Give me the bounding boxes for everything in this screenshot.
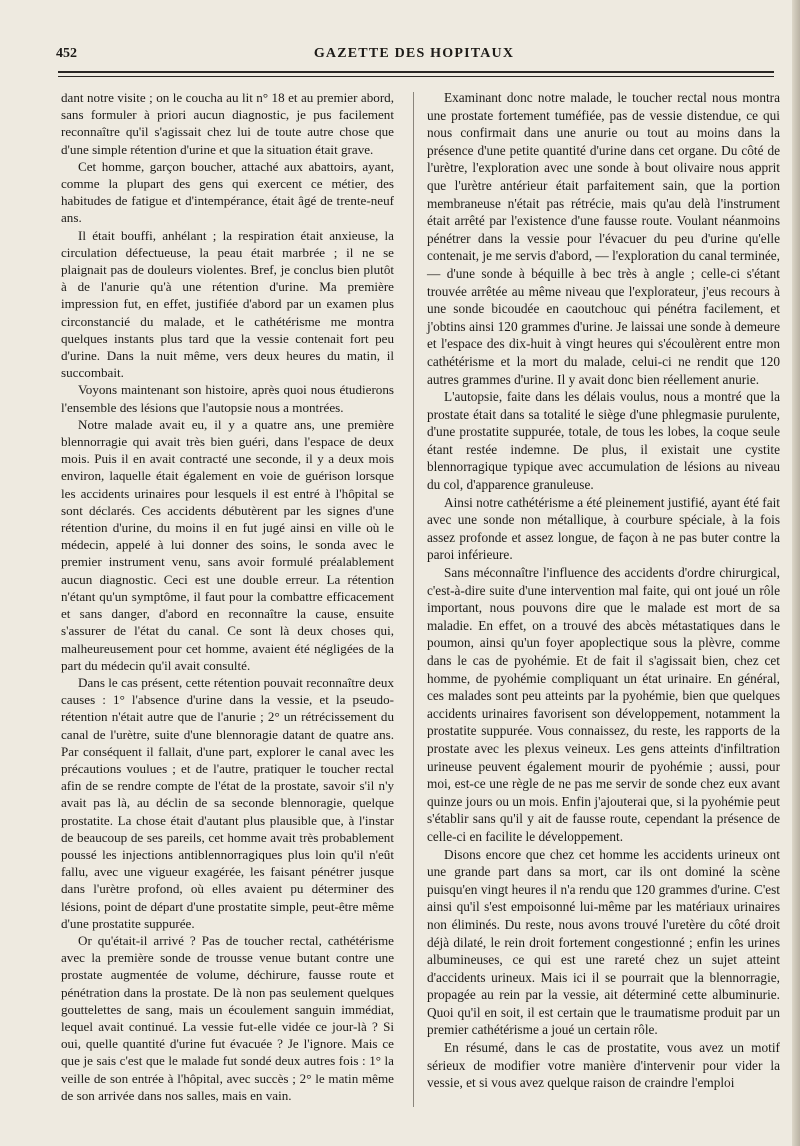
page-header (56, 44, 772, 66)
journal-title: GAZETTE DES HOPITAUX (313, 46, 515, 61)
paragraph: Il était bouffi, anhélant ; la respiration était anxieuse, la circulation défectueuse, la peau était marbrée ; il ne se plaignait pas de douleurs violentes. Bref, je conclus bien plutôt à de l'anurie qu'à une rétention d'urine. Ma première impression fut, en effet, justifiée d'abord par un examen plus circonstancié du malade, et le cathétérisme me montra quelques instants plus tard que la vessie contenait fort peu d'urine. Dans la nuit même, vers deux heures du matin, il succombait. (61, 227, 394, 381)
header-rule-thick (58, 71, 774, 73)
right-column (427, 89, 780, 1092)
paragraph: Dans le cas présent, cette rétention pouvait reconnaître deux causes : 1° l'absence d'urine dans la vessie, et la pseudo-rétention n'était autre que de l'anurie ; 2° un rétrécissement du canal de l'urètre, suite d'une blennoragie datant de quatre ans. Par conséquent il fallait, d'une part, explorer le canal avec les précautions voulues ; et de l'autre, pratiquer le toucher rectal afin de se rendre compte de l'état de la prostate, savoir s'il n'y avait pas là, au déclin de sa seconde blennoragie, quelque prostatite. La chose était d'autant plus plausible que, à l'instar de beaucoup de ses pareils, cet homme avait très probablement poussé les injections antiblennorragiques plus loin qu'il n'eût fallu, avec une vigueur exagérée, les faisant pénétrer jusque dans l'urètre profond, où elles avaient pu déterminer des lésions, point de départ d'une prostatite simple, peut-être même d'une prostatite suppurée. (61, 674, 394, 931)
left-column (61, 89, 394, 1104)
header-rule-thin (58, 76, 774, 77)
paragraph: L'autopsie, faite dans les délais voulus, nous a montré que la prostate était dans sa totalité le siège d'une phlegmasie purulente, d'une prostatite suppurée, totale, de tous les lobes, la coque seule étant restée indemne. De plus, il existait une cystite blennorragique typique avec accumulation de lésions au niveau du col, d'apparence granuleuse. (427, 389, 780, 493)
paragraph: Sans méconnaître l'influence des accidents d'ordre chirurgical, c'est-à-dire suite d'une intervention mal faite, qui ont joué un rôle important, nous pouvons dire que le malade est mort de sa maladie. En effet, on a trouvé des abcès métastatiques dans le poumon, ainsi qu'un foyer apoplectique sous la plèvre, comme dans le cas de pyohémie. Et de fait il s'agissait bien, chez cet homme, de pyohémie compliquant un état urinaire. En général, ces malades sont peu atteints par la pyohémie, bien que quelques accidents urinaires favorisent son développement, notamment la prostatite suppurée. Vous connaissez, du reste, les rapports de la prostate avec les plexus veineux. Les gens atteints d'infiltration urineuse peuvent également mourir de pyohémie ; aussi, pour moi, est-ce une règle de ne pas me servir de sonde chez eux avant quinze jours ou un mois. Enfin j'ajouterai que, si la pyohémie peut s'établir sans qu'il y ait de fausse route, cependant la présence de celle-ci en facilite le développement. (427, 565, 780, 844)
paragraph: Voyons maintenant son histoire, après quoi nous étudierons l'ensemble des lésions que l'autopsie nous a montrées. (61, 382, 394, 415)
paragraph: En résumé, dans le cas de prostatite, vous avez un motif sérieux de modifier votre manière d'intervenir pour vider la vessie, et si vous avez quelque raison de craindre l'emploi (427, 1040, 780, 1091)
paragraph: Ainsi notre cathétérisme a été pleinement justifié, ayant été fait avec une sonde non métallique, à courbure spéciale, à la fois assez profonde et assez longue, de façon à ne pas buter contre la paroi inférieure. (427, 494, 780, 563)
paragraph: Examinant donc notre malade, le toucher rectal nous montra une prostate fortement tuméfiée, pas de vessie distendue, ce qui nous confirmait dans une anurie ou tout au moins dans la présence d'une petite quantité d'urine dans cet organe. Du côté de l'urètre, l'exploration avec une sonde à bout olivaire nous apprit que l'urètre antérieur était parfaitement sain, que la portion membraneuse n'était pas rétrécie, mais qu'au delà l'instrument était arrêté par l'existence d'une fausse route. Voulant néanmoins pénétrer dans la vessie pour l'évacuer du peu d'urine qu'elle contenait, je me servis d'abord, — l'exploration du canal terminée, — d'une sonde à béquille à bec très à angle ; celle-ci s'étant trouvée arrêtée au même niveau que l'explorateur, j'eus recours à une sonde bicoudée en caoutchouc qui pénétra facilement, et j'obtins ainsi 120 grammes d'urine. Je laissai une sonde à demeure et l'espace des dix-huit à vingt heures qui s'écoulèrent entre mon cathétérisme et la mort du malade, celui-ci ne rendit que 120 autres grammes d'urine. Il y avait donc bien réellement anurie. (427, 90, 780, 387)
column-divider (413, 92, 414, 1107)
paragraph: Disons encore que chez cet homme les accidents urineux ont une grande part dans sa mort, car ils ont dominé la scène puisqu'en vingt heures il n'a rendu que 120 grammes d'urine. C'est ainsi qu'il s'est empoisonné lui-même par les matériaux urinaires non éliminés. Du reste, nous avons trouvé l'uretère du côté droit déjà dilaté, le rein droit fortement congestionné ; enfin les urines albumineuses, ce qui est une rareté chez un sujet atteint d'accidents urineux. Mais ici il se pourrait que la blennorragie, propagée au rein par la vessie, ait déterminé cette albuminurie. Quoi qu'il en soit, il est certain que le traumatisme produit par un premier cathétérisme a joué un certain rôle. (427, 846, 780, 1038)
paragraph: Notre malade avait eu, il y a quatre ans, une première blennorragie qui avait très bien guéri, dans l'espace de deux mois. Puis il en avait contracté une seconde, il y a deux mois environ, laquelle était également en voie de guérison lorsque les accidents urinaires pour lesquels il est entré à l'hôpital se sont déclarés. Ces accidents débutèrent par les signes d'une rétention d'urine, du moins il en fut jugé ainsi en ville où le médecin, appelé à lui donner des soins, le sonda avec le premier instrument venu, sans avoir formulé préalablement aucun diagnostic. Ceci est une double erreur. La rétention n'étant qu'un symptôme, il faut pour la combattre efficacement et sans danger, d'abord en reconnaître la cause, ensuite s'assurer de l'état du canal. Ce sont là deux choses qui, malheureusement pour cet homme, avaient été négligées de la part du médecin qu'il avait consulté. (61, 416, 394, 673)
paragraph: dant notre visite ; on le coucha au lit n° 18 et au premier abord, sans formuler à priori aucun diagnostic, je pus facilement reconnaître qu'il s'agissait chez lui de toute autre chose que d'une simple rétention d'urine et que la situation était grave. (61, 90, 394, 157)
page-edge-shadow (792, 0, 800, 1146)
page-number: 452 (56, 46, 77, 61)
paragraph: Cet homme, garçon boucher, attaché aux abattoirs, ayant, comme la plupart des gens qui exercent ce métier, des habitudes de fatigue et d'intempérance, était âgé de trente-neuf ans. (61, 158, 394, 226)
paragraph: Or qu'était-il arrivé ? Pas de toucher rectal, cathétérisme avec la première sonde de trousse venue butant contre une prostate augmentée de volume, déchirure, fausse route et pénétration dans la prostate. De là non pas seulement quelques gouttelettes de sang, mais un écoulement sanguin immédiat, lequel avait continué. La vessie fut-elle vidée ce jour-là ? Si oui, quelle quantité d'urine fut évacuée ? Je l'ignore. Mais ce que je sais c'est que le malade fut sondé deux autres fois : 1° la veille de son entrée à l'hôpital, avec succès ; 2° le matin même de son arrivée dans nos salles, mais en vain. (61, 932, 394, 1103)
